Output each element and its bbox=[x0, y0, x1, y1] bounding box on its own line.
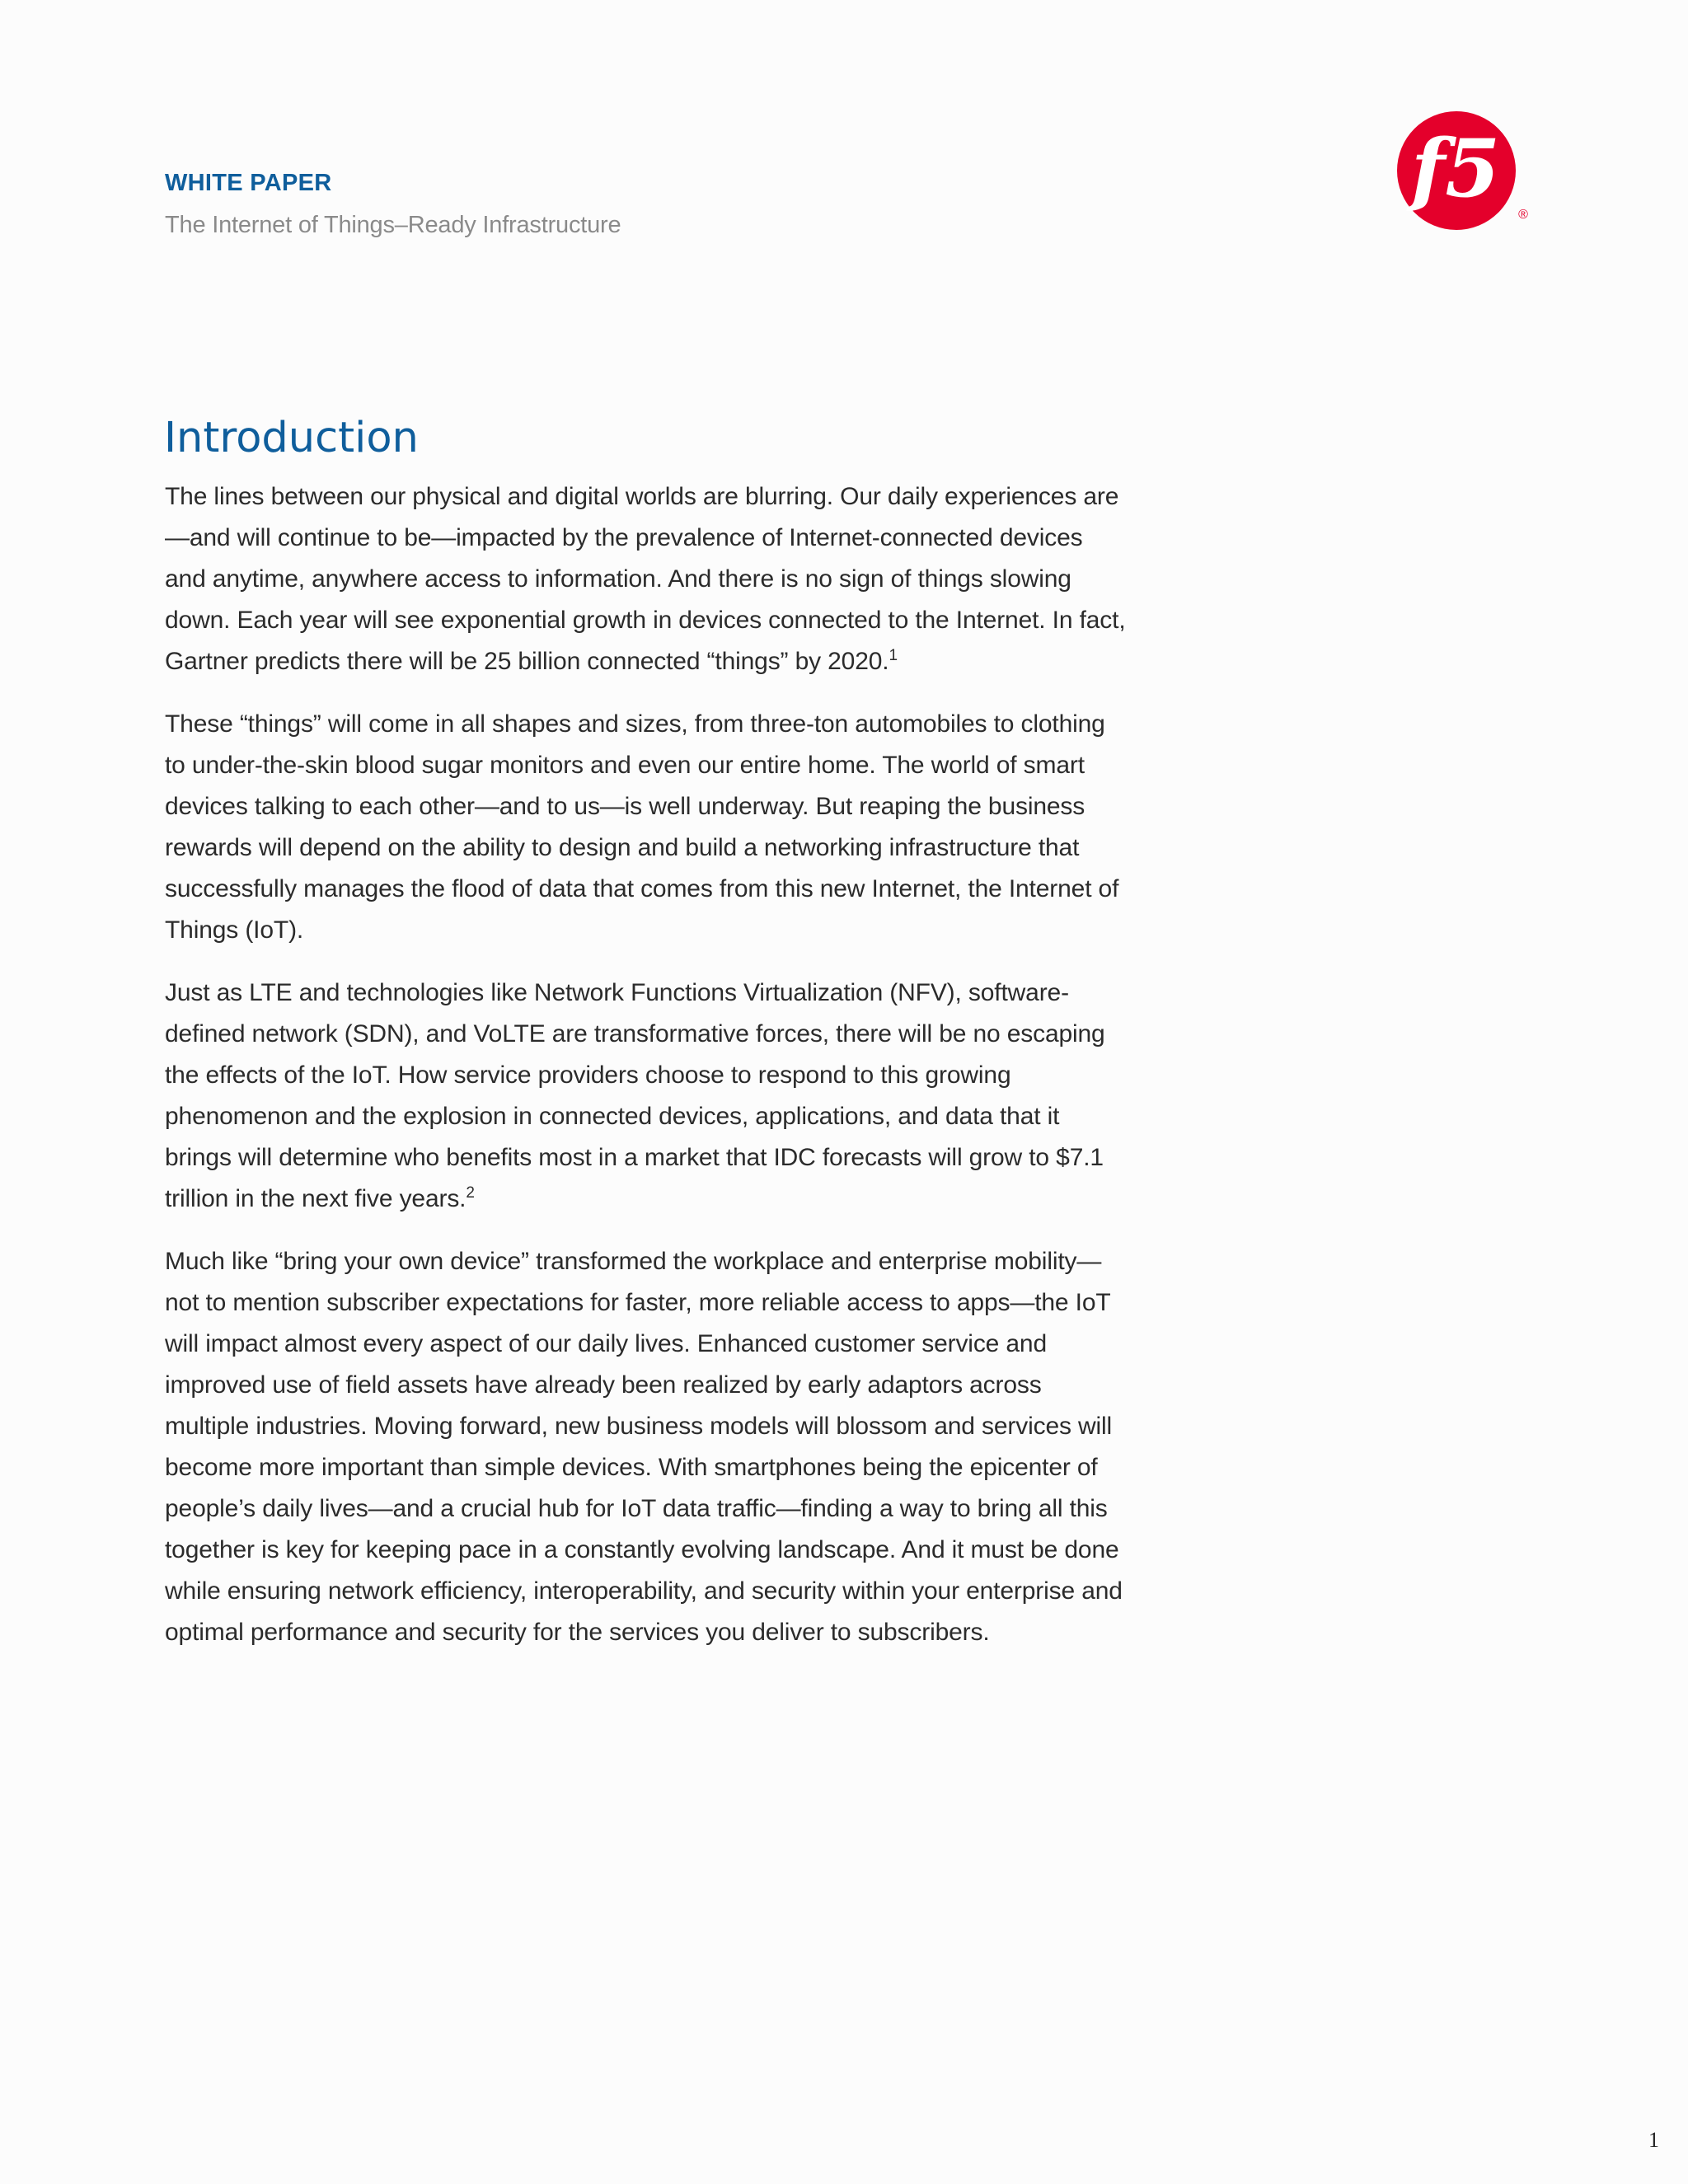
registered-mark: ® bbox=[1518, 208, 1528, 222]
paragraph-3-text: Just as LTE and technologies like Network Functions Virtualization (NFV), software-defined network (SDN), and VoLTE are transformative forces, there will be no escaping the effects of the IoT. How service providers choose to respond to this growing phenomenon and the explosion in connected devices, applications, and data that it brings will determine who benefits most in a market that IDC forecasts will grow to $7.1 trillion in the next five years. bbox=[165, 979, 1105, 1212]
f5-logo-icon bbox=[1396, 107, 1528, 231]
paragraph-4-text: Much like “bring your own device” transformed the workplace and enterprise mobility—not to mention subscriber expectations for faster, more reliable access to apps—the IoT will impact almost every aspect of our daily lives. Enhanced customer service and improved use of field assets have already been realized by early adaptors across multiple industries. Moving forward, new business models will blossom and services will become more important than simple devices. With smartphones being the epicenter of people’s daily lives—and a crucial hub for IoT data traffic—finding a way to bring all this together is key for keeping pace in a constantly evolving landscape. And it must be done while ensuring network efficiency, interoperability, and security within your enterprise and optimal performance and security for the services you deliver to subscribers. bbox=[165, 1248, 1123, 1646]
paragraph-2 bbox=[165, 704, 1129, 951]
section-heading: Introduction bbox=[164, 414, 419, 462]
page-number: 1 bbox=[1648, 2128, 1659, 2152]
paragraph-1 bbox=[165, 476, 1129, 682]
footnote-ref-1: 1 bbox=[889, 647, 898, 664]
paragraph-1-text: The lines between our physical and digital worlds are blurring. Our daily experiences are—and will continue to be—impacted by the prevalence of Internet-connected devices and anytime, anywhere access to information. And there is no sign of things slowing down. Each year will see exponential growth in devices connected to the Internet. In fact, Gartner predicts there will be 25 billion connected “things” by 2020. bbox=[165, 483, 1126, 675]
paragraph-3 bbox=[165, 972, 1129, 1220]
document-title: The Internet of Things–Ready Infrastructure bbox=[165, 212, 621, 238]
paragraph-2-text: These “things” will come in all shapes and sizes, from three-ton automobiles to clothing to under-the-skin blood sugar monitors and even our entire home. The world of smart devices talking to each other—and to us—is well underway. But reaping the business rewards will depend on the ability to design and build a networking infrastructure that successfully manages the flood of data that comes from this new Internet, the Internet of Things (IoT). bbox=[165, 710, 1119, 944]
body-text bbox=[165, 476, 1129, 1675]
footnote-ref-2: 2 bbox=[466, 1184, 475, 1202]
document-type-label: WHITE PAPER bbox=[165, 170, 332, 196]
f5-logo bbox=[1396, 107, 1528, 231]
paragraph-4 bbox=[165, 1241, 1129, 1653]
logo-lettering: f5 bbox=[1410, 122, 1501, 215]
